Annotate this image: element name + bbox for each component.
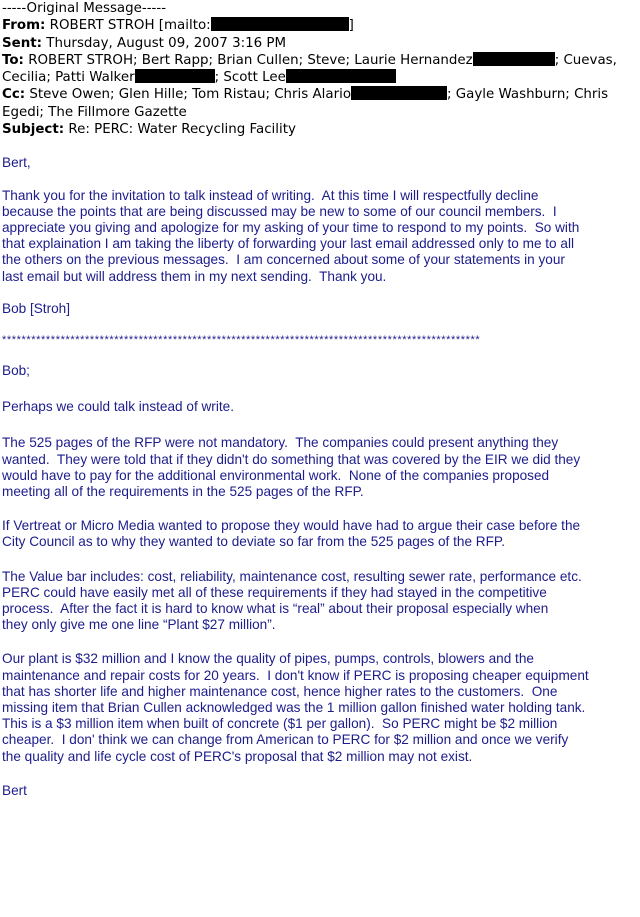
original-paragraph-line: they only give me one line “Plant $27 million”. <box>2 617 276 633</box>
cc-recipients-2: ; Gayle Washburn; Chris <box>447 87 609 103</box>
original-paragraph-line: maintenance and repair costs for 20 years. I don't know if PERC is proposing cheaper equipment <box>2 667 589 683</box>
from-close: ] <box>348 18 354 34</box>
original-paragraph-line: would have to pay for the additional environmental work. None of the companies proposed <box>2 467 550 483</box>
reply-paragraph-line: last email but will address them in my next sending. Thank you. <box>2 268 387 284</box>
original-paragraph-line: If Vertreat or Micro Media wanted to propose they would have had to argue their case before the <box>2 518 581 534</box>
reply-greeting: Bert, <box>2 155 31 171</box>
to-line <box>2 52 636 69</box>
redaction-block <box>211 17 349 31</box>
original-greeting: Bob; <box>2 363 30 378</box>
cc-recipients-1: Steve Owen; Glen Hille; Tom Ristau; Chris Alario <box>29 87 352 103</box>
reply-paragraph-line: that explaination I am taking the liberty of forwarding your last email addressed only to me to all <box>2 236 574 252</box>
original-paragraph-line: cheaper. I don' think we can change from American to PERC for $2 million and once we verify <box>2 732 569 748</box>
subject-value: Re: PERC: Water Recycling Facility <box>68 122 296 138</box>
redaction-block <box>473 52 555 66</box>
original-paragraph-line: The Value bar includes: cost, reliability, maintenance cost, resulting sewer rate, performance etc. <box>2 568 582 584</box>
to-recipients-4: ; Scott Lee <box>214 70 286 86</box>
redaction-block <box>286 69 396 83</box>
original-paragraph-line: process. After the fact it is hard to know what is “real” about their proposal especially when <box>2 601 549 617</box>
to-recipients-3: Cecilia; Patti Walker <box>2 70 135 86</box>
original-paragraph-line: Perhaps we could talk instead of write. <box>2 399 234 415</box>
from-line <box>2 17 636 34</box>
reply-paragraph-line: appreciate you giving and apologize for my asking of your time to respond to my points. So with <box>2 219 580 235</box>
redaction-block <box>351 86 447 100</box>
original-paragraph-line: This is a $3 million item when built of concrete ($1 per gallon). So PERC might be $2 million <box>2 716 558 732</box>
original-paragraph-line: The 525 pages of the RFP were not mandatory. The companies could present anything they <box>2 435 559 451</box>
original-message-line: -----Original Message----- <box>2 1 167 16</box>
original-paragraph-line: Our plant is $32 million and I know the quality of pipes, pumps, controls, blowers and the <box>2 651 534 667</box>
sent-line <box>2 35 636 52</box>
sent-value: Thursday, August 09, 2007 3:16 PM <box>46 35 287 51</box>
original-body <box>2 363 636 799</box>
reply-paragraph-line: because the points that are being discussed may be new to some of our council members. I <box>2 203 557 219</box>
cc-line-continued: Egedi; The Fillmore Gazette <box>2 104 187 120</box>
original-paragraph-line: missing item that Brian Cullen acknowledged was the 1 million gallon finished water holding tank. <box>2 700 586 716</box>
sent-label: Sent: <box>2 35 43 51</box>
original-paragraph-line: that has shorter life and higher maintenance cost, hence higher rates to the customers. One <box>2 683 558 699</box>
reply-paragraph-line: Thank you for the invitation to talk instead of writing. At this time I will respectfully decline <box>2 187 539 203</box>
cc-label: Cc: <box>2 87 26 103</box>
separator-line: ************************************************************************************************** <box>2 334 481 346</box>
from-value: ROBERT STROH [mailto: <box>49 18 211 34</box>
subject-line <box>2 121 636 138</box>
redaction-block <box>135 69 215 83</box>
reply-body <box>2 155 636 317</box>
reply-signature: Bob [Stroh] <box>2 300 71 316</box>
original-signature: Bert <box>2 782 27 798</box>
to-label: To: <box>2 52 24 68</box>
to-recipients-1: ROBERT STROH; Bert Rapp; Brian Cullen; Steve; Laurie Hernandez <box>28 52 473 68</box>
from-label: From: <box>2 18 46 34</box>
email-document <box>2 0 636 799</box>
to-recipients-2: ; Cuevas, <box>554 52 617 68</box>
to-line-continued <box>2 69 636 86</box>
original-paragraph-line: wanted. They were told that if they didn't do something that was covered by the EIR we did they <box>2 451 581 467</box>
cc-line <box>2 86 636 103</box>
original-paragraph-line: meeting all of the requirements in the 525 pages of the RFP. <box>2 484 364 500</box>
email-header <box>2 0 636 138</box>
original-paragraph-line: the quality and life cycle cost of PERC's proposal that $2 million may not exist. <box>2 748 473 764</box>
original-paragraph-line: City Council as to why they wanted to deviate so far from the 525 pages of the RFP. <box>2 534 505 550</box>
subject-label: Subject: <box>2 122 65 138</box>
reply-paragraph-line: the others on the previous messages. I am concerned about some of your statements in your <box>2 252 565 268</box>
original-paragraph-line: PERC could have easily met all of these requirements if they had stayed in the competitive <box>2 584 547 600</box>
